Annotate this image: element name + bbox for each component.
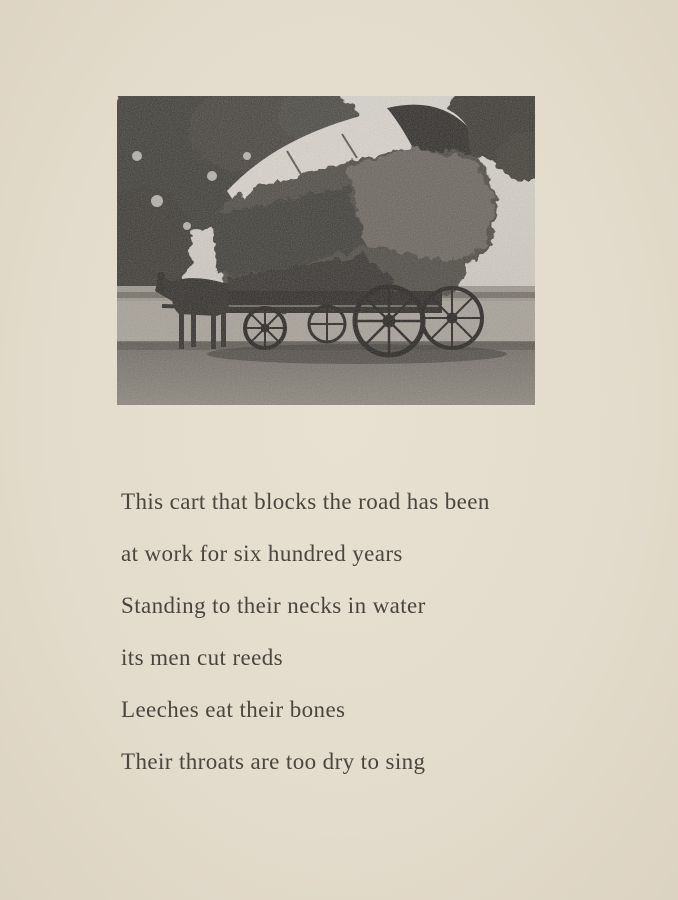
poem-line: Standing to their necks in water [121,593,426,618]
poem-line: at work for six hundred years [121,541,403,566]
poem-line: This cart that blocks the road has been [121,489,490,514]
poem-line: Leeches eat their bones [121,697,346,722]
hay-cart-illustration [117,96,535,405]
poem-line: its men cut reeds [121,645,284,670]
poem-line: Their throats are too dry to sing [121,749,426,774]
hay-cart-photo [117,96,535,405]
poem [121,482,621,794]
